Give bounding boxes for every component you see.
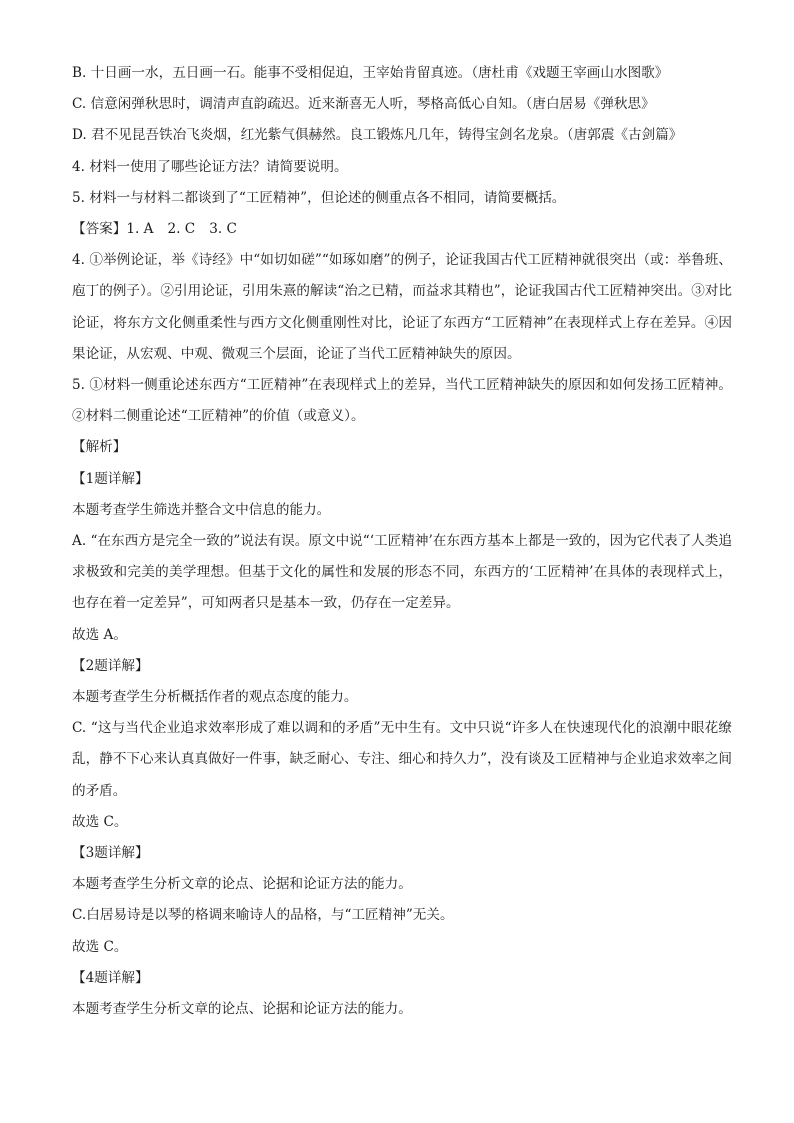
answer-line — [72, 214, 732, 245]
detail-3-title: 【3题详解】 — [72, 845, 149, 862]
answer-item-3: 3. C — [209, 221, 237, 238]
detail-4-intro: 本题考查学生分析文章的论点、论据和论证方法的能力。 — [72, 1001, 412, 1018]
option-c: C. 信意闲弹秋思时，调清声直韵疏迟。近来渐喜无人听，琴格高低心自知。（唐白居易《弹秋思》 — [72, 96, 655, 113]
answer-label: 【答案】 — [72, 221, 127, 238]
option-b: B. 十日画一水，五日画一石。能事不受相促迫，王宰始肯留真迹。（唐杜甫《戏题王宰画山水图歌》 — [72, 65, 669, 81]
detail-2-intro: 本题考查学生分析概括作者的观点态度的能力。 — [72, 689, 358, 706]
answer-item-2: 2. C — [167, 221, 196, 238]
detail-4-title: 【4题详解】 — [72, 969, 149, 986]
detail-2-body: C. “这与当代企业追求效率形成了难以调和的矛盾”无中生有。文中只说“许多人在快速现代化的浪潮中眼花缭乱，静不下心来认真真做好一件事，缺乏耐心、专注、细心和持久力”，没有谈及工匠精神与企业追求效率之间的矛盾。 — [72, 720, 732, 799]
question-5: 5. 材料一与材料二都谈到了“工匠精神”，但论述的侧重点各不相同，请简要概括。 — [72, 189, 566, 206]
detail-1-choice: 故选 A。 — [72, 626, 127, 643]
detail-1-intro: 本题考查学生筛选并整合文中信息的能力。 — [72, 501, 331, 518]
detail-2-title: 【2题详解】 — [72, 657, 149, 674]
exam-answer-page — [72, 58, 732, 1025]
detail-3-intro: 本题考查学生分析文章的论点、论据和论证方法的能力。 — [72, 876, 412, 893]
answer-4: 4. ①举例论证，举《诗经》中“如切如磋”“如琢如磨”的例子，论证我国古代工匠精神就很突出（或：举鲁班、庖丁的例子）。②引用论证，引用朱熹的解读“治之已精，而益求其精也”，论证我国古代工匠精神突出。③对比论证，将东方文化侧重柔性与西方文化侧重刚性对比，论证了东西方“工匠精神”在表现样式上存在差异。④因果论证，从宏观、中观、微观三个层面，论证了当代工匠精神缺失的原因。 — [72, 252, 732, 362]
detail-3-choice: 故选 C。 — [72, 938, 128, 955]
detail-1-body: A. “在东西方是完全一致的”说法有误。原文中说“‘工匠精神’在东西方基本上都是一致的，因为它代表了人类追求极致和完美的美学理想。但基于文化的属性和发展的形态不同，东西方的‘工匠精神’在具体的表现样式上，也存在着一定差异”，可知两者只是基本一致，仍存在一定差异。 — [72, 533, 732, 612]
answer-item-1: 1. A — [126, 221, 154, 238]
detail-1-title: 【1题详解】 — [72, 470, 149, 487]
detail-2-choice: 故选 C。 — [72, 813, 128, 830]
question-4: 4. 材料一使用了哪些论证方法？请简要说明。 — [72, 158, 348, 175]
answer-5: 5. ①材料一侧重论述东西方“工匠精神”在表现样式上的差异，当代工匠精神缺失的原因和如何发扬工匠精神。②材料二侧重论述“工匠精神”的价值（或意义）。 — [72, 377, 732, 425]
detail-3-body: C.白居易诗是以琴的格调来喻诗人的品格，与“工匠精神”无关。 — [72, 907, 454, 924]
analysis-label: 【解析】 — [72, 439, 127, 456]
option-d: D. 君不见昆吾铁冶飞炎烟，红光紫气俱赫然。良工锻炼凡几年，铸得宝剑名龙泉。（唐郭震《古剑篇》 — [72, 127, 683, 144]
